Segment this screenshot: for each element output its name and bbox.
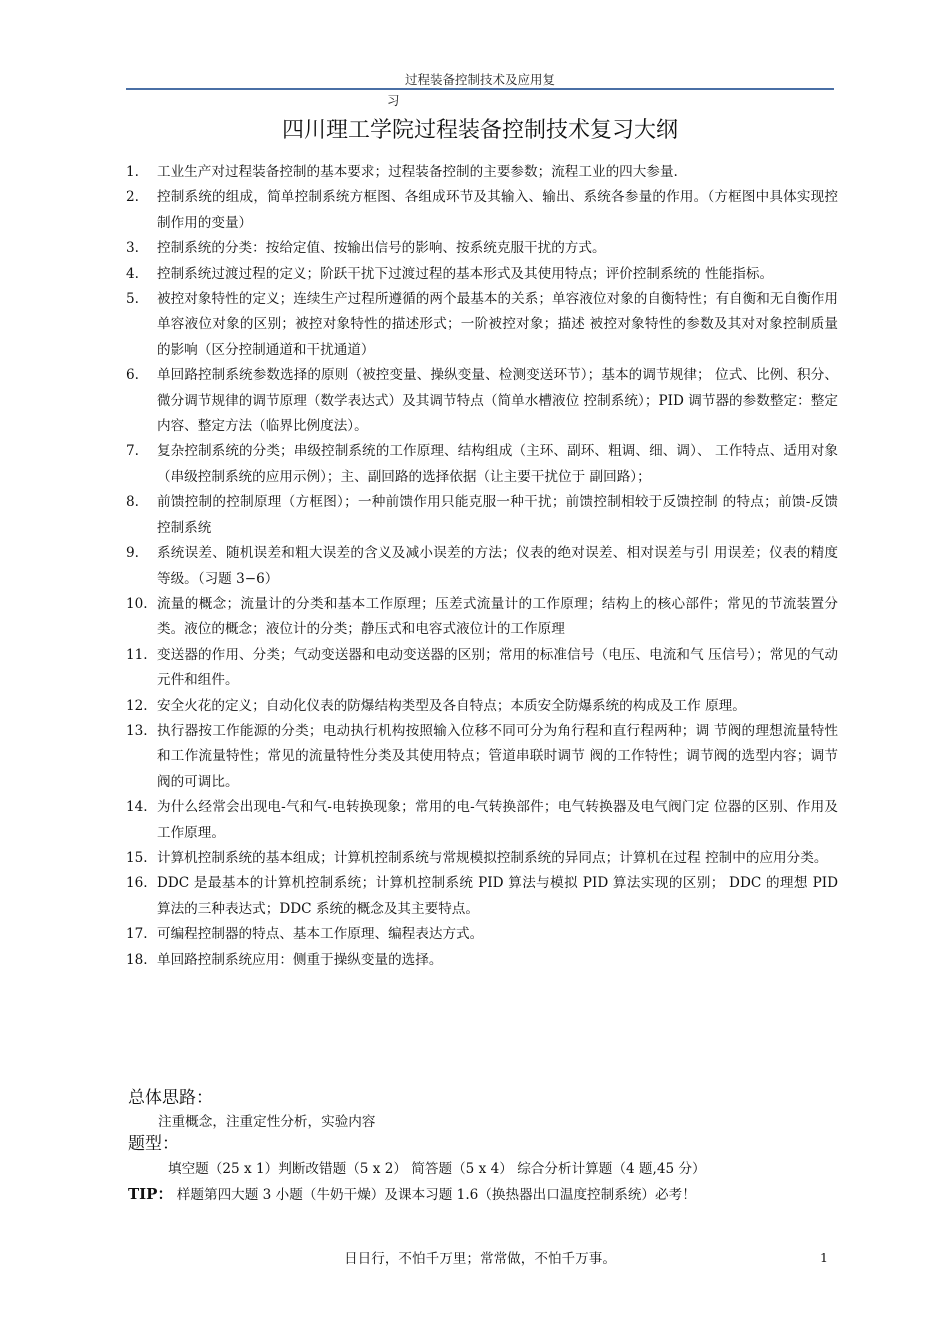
outline-item-number: 12. [126, 697, 148, 714]
question-types-heading: 题型： [128, 1134, 179, 1154]
document-title: 四川理工学院过程装备控制技术复习大纲 [281, 118, 678, 143]
outline-item-text: 单回路控制系统参数选择的原则（被控变量、操纵变量、检测变送环节）；基本的调节规律； 位式、比例、积分、微分调节规律的调节原理（数学表达式）及其调节特点（简单水槽液位 控制系统）；PID 调节器的参数整定：整定内容、整定方法（临界比例度法）。 [157, 367, 838, 435]
outline-item [126, 643, 838, 694]
outline-item-text: 工业生产对过程装备控制的基本要求；过程装备控制的主要参数；流程工业的四大参量. [157, 164, 678, 180]
outline-item [126, 490, 838, 541]
outline-item [126, 592, 838, 643]
outline-item-number: 18. [126, 951, 148, 968]
outline-item-text: DDC 是最基本的计算机控制系统；计算机控制系统 PID 算法与模拟 PID 算法实现的区别； DDC 的理想 PID 算法的三种表达式；DDC 系统的概念及其主要特点。 [157, 875, 838, 917]
outline-item-text: 控制系统过渡过程的定义；阶跃干扰下过渡过程的基本形式及其使用特点；评价控制系统的 性能指标。 [157, 265, 774, 282]
outline-item [126, 160, 838, 185]
outline-item-number: 10. [126, 595, 148, 612]
outline-item-number: 11. [126, 646, 148, 663]
outline-item-number: 2. [126, 189, 139, 206]
outline-item-text: 复杂控制系统的分类；串级控制系统的工作原理、结构组成（主环、副环、粗调、细、调）、 工作特点、适用对象（串级控制系统的应用示例）；主、副回路的选择依据（让主要干扰位于 副回路）； [157, 443, 838, 485]
outline-item-number: 6. [126, 367, 139, 384]
outline-item-number: 5. [126, 291, 139, 308]
outline-list [126, 160, 838, 973]
tip-line [128, 1183, 696, 1206]
outline-item-text: 控制系统的分类：按给定值、按输出信号的影响、按系统克服干扰的方式。 [157, 240, 606, 257]
outline-item [126, 541, 838, 592]
outline-item-number: 8. [126, 494, 139, 511]
outline-item-number: 15. [126, 849, 148, 866]
outline-item-text: 流量的概念；流量计的分类和基本工作原理；压差式流量计的工作原理；结构上的核心部件；常见的节流装置分类。液位的概念；液位计的分类；静压式和电容式液位计的工作原理 [157, 595, 838, 638]
outline-item-number: 16. [126, 875, 148, 892]
outline-item-text: 执行器按工作能源的分类；电动执行机构按照输入位移不同可分为角行程和直行程两种；调 节阀的理想流量特性和工作流量特性；常见的流量特性分类及其使用特点；管道串联时调节 阀的工作特性；调节阀的选型内容；调节阀的可调比。 [157, 722, 838, 790]
outline-item-number: 13. [126, 722, 148, 739]
outline-item-number: 3. [126, 240, 139, 257]
outline-item-text: 系统误差、随机误差和粗大误差的含义及减小误差的方法；仪表的绝对误差、相对误差与引 用误差；仪表的精度等级。（习题 3−6） [157, 545, 838, 587]
outline-item [126, 846, 838, 871]
outline-item [126, 185, 838, 236]
outline-item-number: 14. [126, 799, 148, 816]
outline-item-number: 7. [126, 443, 139, 460]
outline-item [126, 871, 838, 922]
outline-item-number: 9. [126, 545, 139, 562]
question-types-text: 填空题（25 x 1）判断改错题（5 x 2） 简答题（5 x 4） 综合分析计算题（4 题,45 分） [168, 1161, 706, 1177]
outline-item-number: 1. [126, 164, 139, 180]
outline-item-text: 被控对象特性的定义；连续生产过程所遵循的两个最基本的关系；单容液位对象的自衡特性；有自衡和无自衡作用单容液位对象的区别；被控对象特性的描述形式；一阶被控对象；描述 被控对象特性的参数及其对对象控制质量的影响（区分控制通道和干扰通道） [157, 291, 838, 358]
outline-item [126, 287, 838, 363]
outline-item [126, 795, 838, 846]
overview-heading: 总体思路： [128, 1088, 213, 1108]
outline-item [126, 922, 838, 947]
tip-label: TIP： [128, 1185, 173, 1203]
outline-item-text: 控制系统的组成，简单控制系统方框图、各组成环节及其输入、输出、系统各参量的作用。（方框图中具体实现控制作用的变量） [157, 189, 838, 231]
outline-item-text: 前馈控制的控制原理（方框图）；一种前馈作用只能克服一种干扰；前馈控制相较于反馈控制 的特点；前馈-反馈控制系统 [157, 494, 838, 536]
page-number: 1 [820, 1250, 828, 1265]
header-divider [126, 88, 834, 90]
outline-item-number: 4. [126, 265, 139, 282]
outline-item [126, 694, 838, 719]
outline-item-text: 可编程控制器的特点、基本工作原理、编程表达方式。 [157, 926, 484, 943]
outline-item [126, 363, 838, 439]
outline-item-text: 计算机控制系统的基本组成；计算机控制系统与常规模拟控制系统的异同点；计算机在过程 控制中的应用分类。 [157, 849, 828, 866]
outline-item [126, 719, 838, 795]
outline-item-text: 变送器的作用、分类；气动变送器和电动变送器的区别；常用的标准信号（电压、电流和气 压信号）；常见的气动元件和组件。 [157, 646, 838, 689]
outline-item [126, 236, 838, 261]
outline-item [126, 439, 838, 490]
running-header-continuation: 习 [387, 93, 400, 108]
outline-item-text: 安全火花的定义；自动化仪表的防爆结构类型及各自特点；本质安全防爆系统的构成及工作 原理。 [157, 697, 746, 714]
running-header: 过程装备控制技术及应用复 [404, 72, 555, 87]
outline-item [126, 262, 838, 287]
tip-text: 样题第四大题 3 小题（牛奶干燥）及课本习题 1.6（换热器出口温度控制系统）必考！ [172, 1187, 696, 1203]
outline-item-text: 单回路控制系统应用：侧重于操纵变量的选择。 [157, 951, 443, 968]
outline-item [126, 948, 838, 973]
outline-item-text: 为什么经常会出现电-气和气-电转换现象；常用的电-气转换部件；电气转换器及电气阀门定 位器的区别、作用及工作原理。 [157, 799, 838, 841]
outline-item-number: 17. [126, 926, 148, 943]
footer-motto: 日日行，不怕千万里；常常做，不怕千万事。 [344, 1251, 616, 1267]
overview-text: 注重概念，注重定性分析，实验内容 [158, 1114, 376, 1130]
